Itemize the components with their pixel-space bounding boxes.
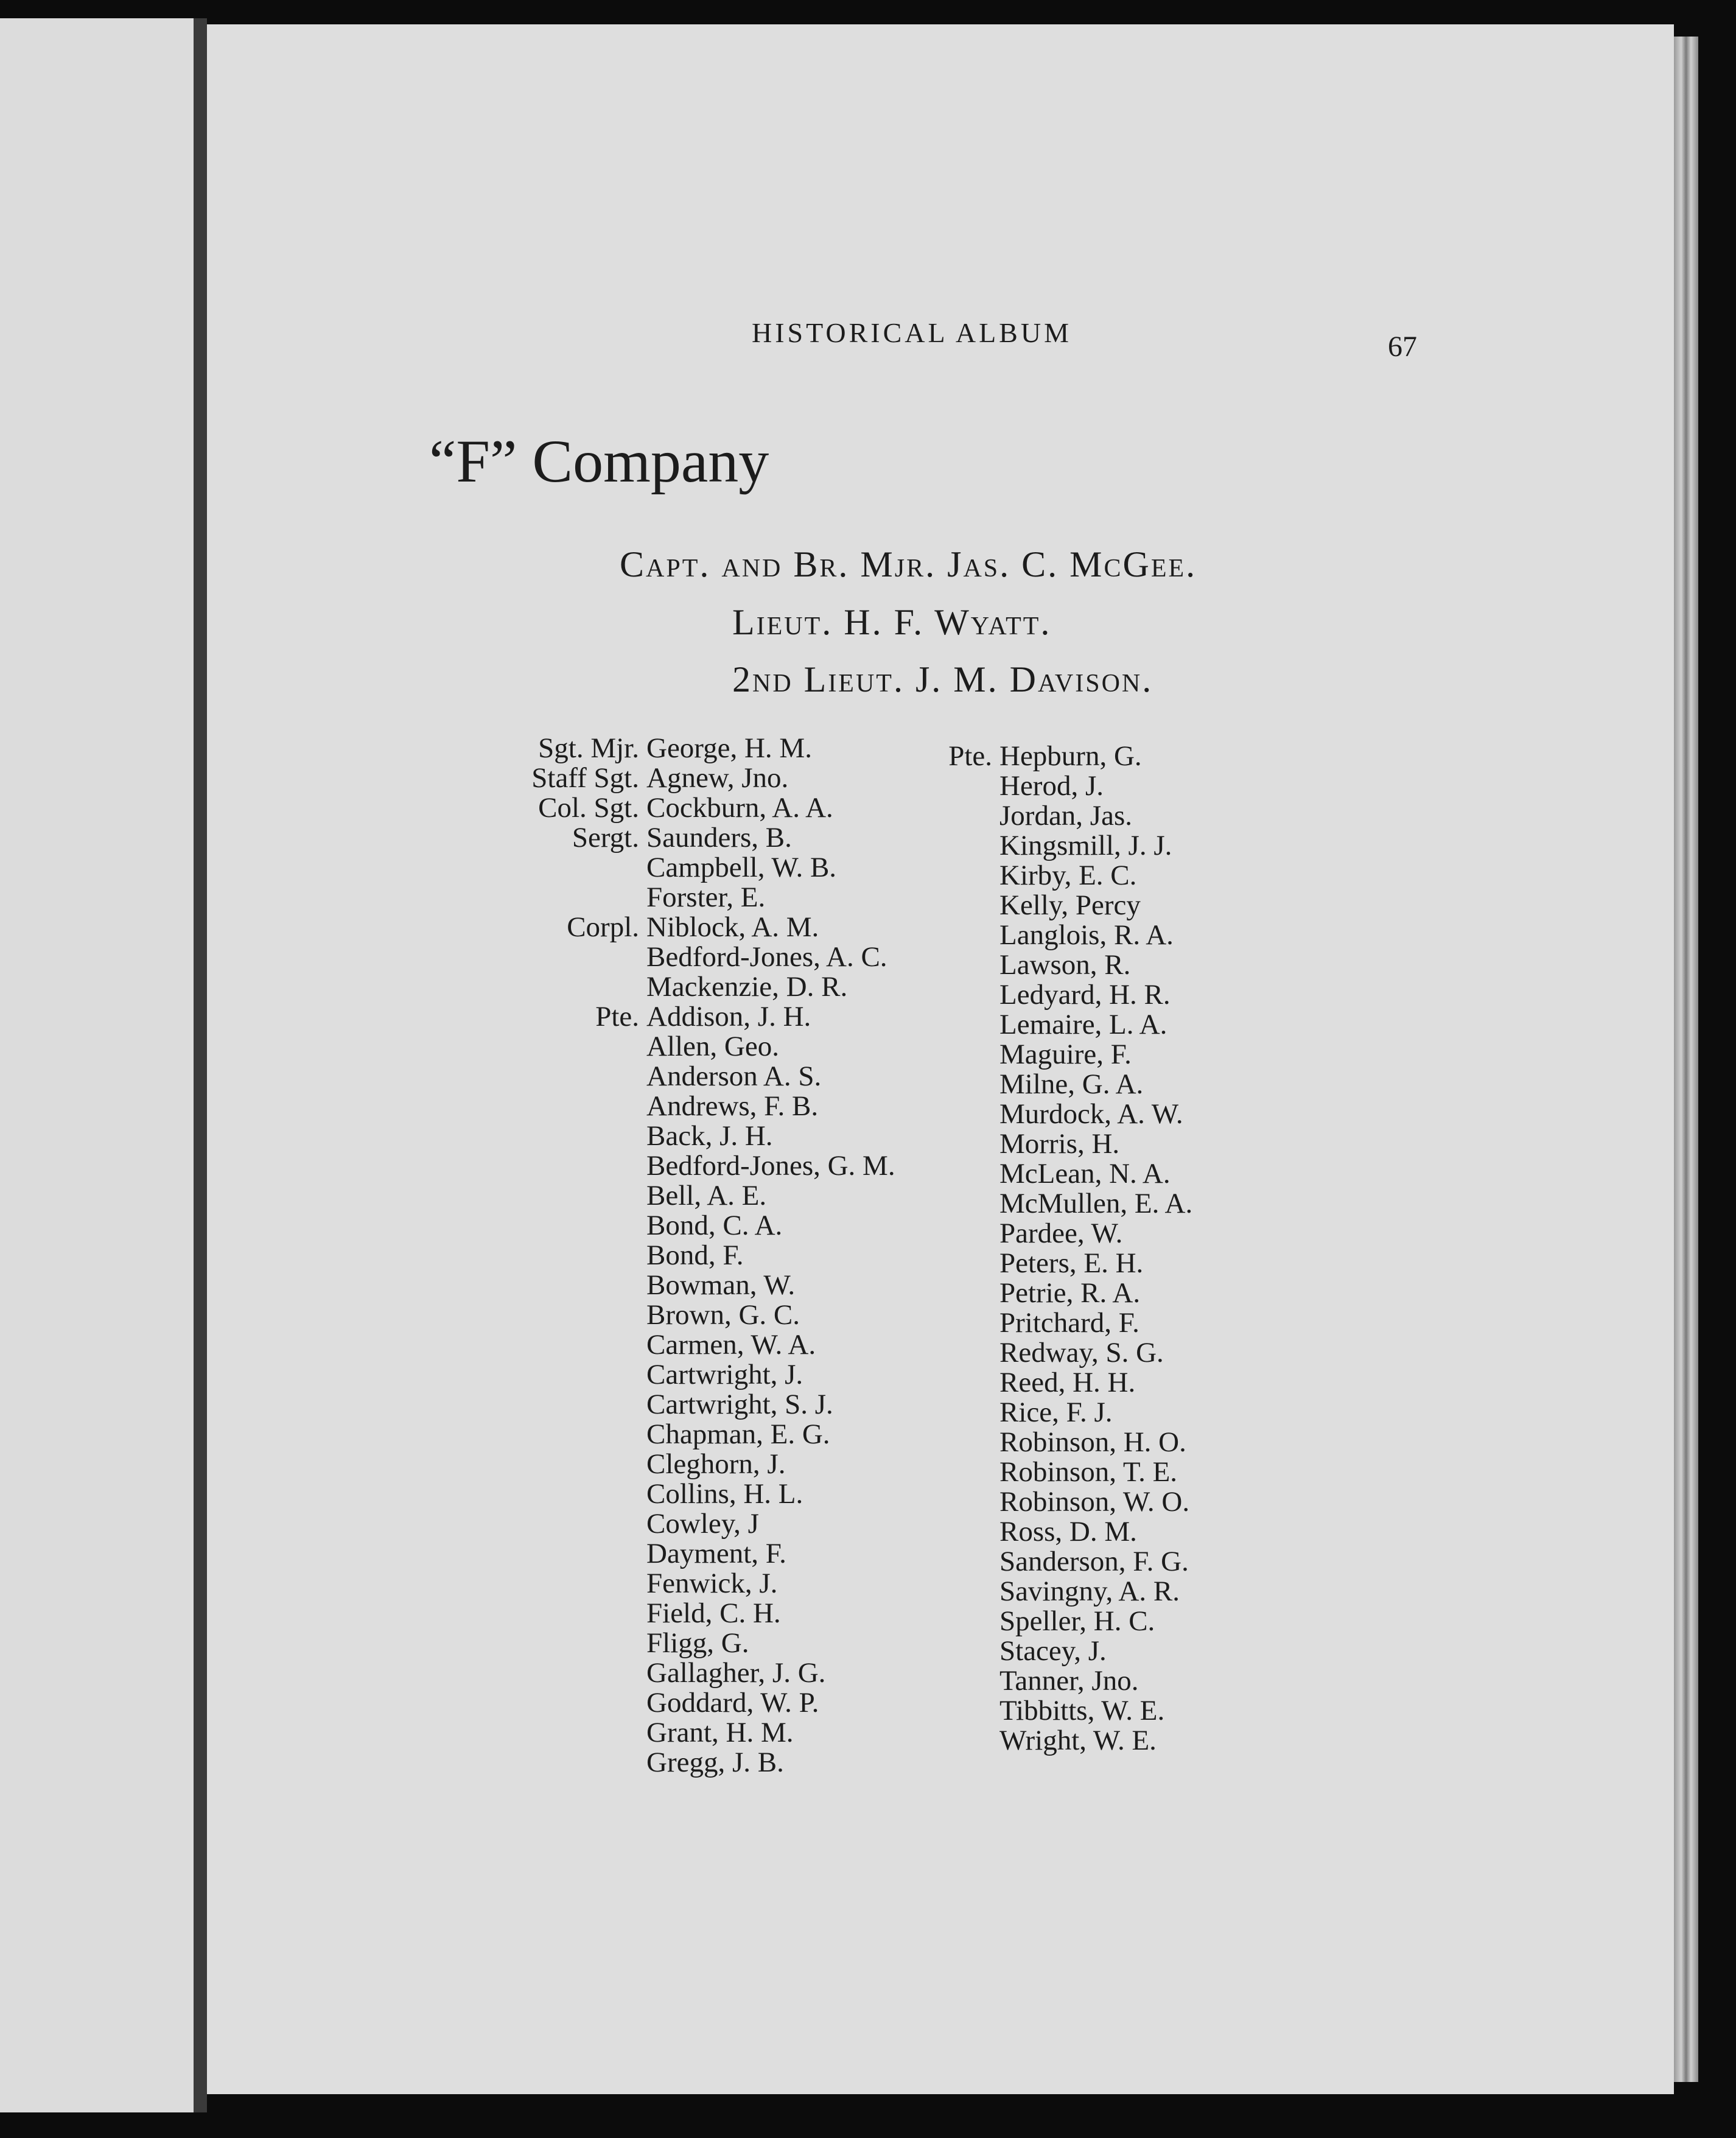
roster-entry <box>426 1151 895 1181</box>
roster-name: Peters, E. H. <box>999 1247 1144 1279</box>
roster-entry <box>426 793 895 823</box>
roster-entry <box>852 1010 1192 1040</box>
roster-rank <box>852 1219 999 1249</box>
roster-rank <box>852 1696 999 1726</box>
roster-entry <box>852 1457 1192 1487</box>
roster-rank <box>852 861 999 891</box>
roster-rank <box>852 1577 999 1607</box>
roster-rank <box>426 1479 646 1509</box>
roster-entry <box>426 1569 895 1599</box>
roster-entry <box>852 1129 1192 1159</box>
roster-rank <box>426 1628 646 1658</box>
roster-entry <box>426 1271 895 1300</box>
roster-name: Fligg, G. <box>646 1627 749 1659</box>
roster-name: George, H. M. <box>646 732 812 764</box>
roster-rank <box>426 942 646 972</box>
roster-rank <box>426 1211 646 1241</box>
roster-rank <box>852 1547 999 1577</box>
roster-entry <box>852 1666 1192 1696</box>
roster-name: Grant, H. M. <box>646 1717 794 1748</box>
roster-rank <box>426 1330 646 1360</box>
roster-name: Collins, H. L. <box>646 1478 803 1510</box>
roster-name: Kingsmill, J. J. <box>999 830 1172 861</box>
roster-name: McLean, N. A. <box>999 1158 1171 1190</box>
roster-entry <box>852 771 1192 801</box>
roster-entry <box>426 853 895 883</box>
roster-entry <box>426 1420 895 1449</box>
roster-rank <box>426 1271 646 1300</box>
roster-name: Rice, F. J. <box>999 1397 1113 1428</box>
roster-rank <box>852 950 999 980</box>
roster-entry <box>852 1398 1192 1428</box>
roster-entry <box>426 1449 895 1479</box>
roster-entry <box>426 1479 895 1509</box>
roster-rank <box>426 1390 646 1420</box>
roster-rank <box>852 1517 999 1547</box>
roster-name: Wright, W. E. <box>999 1725 1157 1756</box>
roster-rank <box>852 1278 999 1308</box>
roster-rank <box>426 1688 646 1718</box>
roster-name: Allen, Geo. <box>646 1031 779 1062</box>
roster-entry <box>852 1308 1192 1338</box>
roster-entry <box>426 1002 895 1032</box>
roster-name: Fenwick, J. <box>646 1568 778 1599</box>
roster-name: Savingny, A. R. <box>999 1575 1180 1607</box>
roster-entry <box>852 1189 1192 1219</box>
roster-rank: Sergt. <box>572 822 639 853</box>
roster-rank <box>852 920 999 950</box>
roster-entry <box>426 1599 895 1628</box>
roster-rank <box>426 1718 646 1748</box>
roster-name: Saunders, B. <box>646 822 792 853</box>
roster-rank <box>852 1308 999 1338</box>
roster-rank <box>852 831 999 861</box>
roster-rank <box>426 1092 646 1121</box>
roster-name: Gallagher, J. G. <box>646 1657 826 1689</box>
roster-entry <box>852 1338 1192 1368</box>
roster-entry <box>852 1219 1192 1249</box>
roster-rank <box>852 1129 999 1159</box>
roster-name: Andrews, F. B. <box>646 1090 819 1122</box>
roster-rank <box>426 1360 646 1390</box>
roster-entry <box>852 861 1192 891</box>
roster-entry <box>426 1718 895 1748</box>
roster-entry <box>852 1368 1192 1398</box>
roster-name: Lemaire, L. A. <box>999 1009 1167 1040</box>
roster-entry <box>852 1487 1192 1517</box>
roster-entry <box>426 1360 895 1390</box>
roster-rank <box>852 1189 999 1219</box>
roster-entry <box>426 1658 895 1688</box>
roster-entry <box>852 1428 1192 1457</box>
roster-entry <box>426 942 895 972</box>
roster-rank <box>852 1249 999 1278</box>
roster-name: Tibbitts, W. E. <box>999 1695 1165 1726</box>
roster-name: Gregg, J. B. <box>646 1747 784 1778</box>
roster-name: Agnew, Jno. <box>646 762 789 794</box>
page-number: 67 <box>1388 331 1417 363</box>
roster-entry <box>852 980 1192 1010</box>
roster-name: Cartwright, J. <box>646 1359 803 1390</box>
roster-entry <box>426 823 895 853</box>
roster-rank <box>426 1241 646 1271</box>
roster-rank <box>426 1062 646 1092</box>
roster-name: Reed, H. H. <box>999 1367 1136 1398</box>
roster-entry <box>852 1249 1192 1278</box>
roster-name: Chapman, E. G. <box>646 1418 830 1450</box>
roster-rank <box>852 1368 999 1398</box>
roster-name: Bond, F. <box>646 1239 744 1271</box>
roster-entry <box>426 1032 895 1062</box>
roster-name: Bedford-Jones, A. C. <box>646 941 887 973</box>
officer-captain: Capt. and Br. Mjr. Jas. C. McGee. <box>620 544 1197 584</box>
roster-name: Bedford-Jones, G. M. <box>646 1150 895 1182</box>
roster-name: Field, C. H. <box>646 1597 781 1629</box>
roster-name: Brown, G. C. <box>646 1299 800 1331</box>
roster-rank <box>852 1070 999 1099</box>
roster-rank <box>426 1748 646 1778</box>
roster-entry <box>426 883 895 913</box>
roster-name: Milne, G. A. <box>999 1068 1144 1100</box>
roster-entry <box>426 1539 895 1569</box>
roster-entry <box>426 1062 895 1092</box>
roster-rank <box>426 972 646 1002</box>
book-gutter <box>194 18 207 2112</box>
roster-entry <box>852 1517 1192 1547</box>
roster-name: Sanderson, F. G. <box>999 1546 1189 1577</box>
roster-name: Pardee, W. <box>999 1218 1123 1249</box>
officer-lieutenant: Lieut. H. F. Wyatt. <box>732 602 1052 642</box>
roster-entry <box>426 734 895 763</box>
roster-name: Petrie, R. A. <box>999 1277 1141 1309</box>
roster-entry <box>426 1211 895 1241</box>
roster-entry <box>426 1628 895 1658</box>
roster-entry <box>426 763 895 793</box>
roster-rank <box>852 1726 999 1756</box>
roster-entry <box>852 891 1192 920</box>
roster-entry <box>426 972 895 1002</box>
roster-name: Herod, J. <box>999 770 1104 802</box>
roster-entry <box>852 831 1192 861</box>
roster-name: Kelly, Percy <box>999 889 1141 921</box>
roster-name: McMullen, E. A. <box>999 1188 1193 1219</box>
roster-name: Stacey, J. <box>999 1635 1107 1667</box>
roster-name: Bell, A. E. <box>646 1180 767 1211</box>
roster-name: Cowley, J <box>646 1508 759 1540</box>
roster-rank <box>426 1151 646 1181</box>
roster-entry <box>852 1099 1192 1129</box>
roster-name: Ledyard, H. R. <box>999 979 1171 1011</box>
roster-name: Robinson, W. O. <box>999 1486 1190 1518</box>
roster-rank <box>852 980 999 1010</box>
roster-entry <box>426 1509 895 1539</box>
roster-entry <box>852 1159 1192 1189</box>
roster-rank <box>426 853 646 883</box>
roster-entry <box>426 1300 895 1330</box>
roster-name: Redway, S. G. <box>999 1337 1164 1369</box>
roster-rank <box>852 891 999 920</box>
roster-name: Kirby, E. C. <box>999 860 1137 891</box>
roster-entry <box>852 1547 1192 1577</box>
roster-rank <box>426 1181 646 1211</box>
roster-name: Lawson, R. <box>999 949 1131 981</box>
roster-rank <box>852 1487 999 1517</box>
roster-column-right <box>852 741 1192 1756</box>
roster-entry <box>426 913 895 942</box>
roster-entry <box>852 1040 1192 1070</box>
facing-page <box>0 18 194 2112</box>
roster-name: Maguire, F. <box>999 1039 1132 1070</box>
roster-rank <box>852 1607 999 1636</box>
officer-second-lieutenant: 2nd Lieut. J. M. Davison. <box>732 659 1153 699</box>
roster-entry <box>852 1070 1192 1099</box>
roster-entry <box>852 1636 1192 1666</box>
roster-name: Robinson, H. O. <box>999 1426 1186 1458</box>
roster-name: Back, J. H. <box>646 1120 773 1152</box>
roster-rank <box>852 1457 999 1487</box>
roster-entry <box>852 1607 1192 1636</box>
roster-name: Morris, H. <box>999 1128 1120 1160</box>
roster-name: Goddard, W. P. <box>646 1687 819 1719</box>
roster-rank <box>852 1398 999 1428</box>
roster-name: Addison, J. H. <box>646 1001 811 1032</box>
roster-name: Robinson, T. E. <box>999 1456 1178 1488</box>
roster-entry <box>852 741 1192 771</box>
page-title: “F” Company <box>429 427 769 495</box>
roster-rank <box>852 1040 999 1070</box>
roster-entry <box>426 1748 895 1778</box>
roster-name: Anderson A. S. <box>646 1060 822 1092</box>
running-header: HISTORICAL ALBUM <box>752 317 1072 348</box>
roster-entry <box>426 1688 895 1718</box>
roster-name: Cartwright, S. J. <box>646 1389 833 1420</box>
roster-name: Tanner, Jno. <box>999 1665 1139 1697</box>
roster-rank <box>852 771 999 801</box>
roster-entry <box>852 920 1192 950</box>
roster-name: Mackenzie, D. R. <box>646 971 848 1003</box>
roster-rank <box>852 1099 999 1129</box>
roster-entry <box>426 1241 895 1271</box>
roster-column-left <box>426 734 895 1778</box>
roster-name: Bowman, W. <box>646 1269 796 1301</box>
roster-entry <box>426 1390 895 1420</box>
roster-name: Cockburn, A. A. <box>646 792 833 824</box>
page-stack-edge <box>1674 37 1698 2082</box>
roster-rank <box>852 1010 999 1040</box>
roster-rank <box>426 1599 646 1628</box>
roster-name: Ross, D. M. <box>999 1516 1137 1547</box>
roster-rank <box>852 1338 999 1368</box>
roster-rank <box>852 1159 999 1189</box>
roster-entry <box>852 950 1192 980</box>
roster-rank <box>426 883 646 913</box>
roster-rank <box>426 1509 646 1539</box>
roster-name: Niblock, A. M. <box>646 911 819 943</box>
roster-rank <box>426 1539 646 1569</box>
roster-rank <box>426 1032 646 1062</box>
roster-entry <box>426 1121 895 1151</box>
roster-rank: Corpl. <box>567 911 639 943</box>
roster-rank <box>426 1569 646 1599</box>
roster-entry <box>426 1330 895 1360</box>
roster-rank <box>426 1121 646 1151</box>
roster-rank <box>852 801 999 831</box>
roster-rank <box>426 1420 646 1449</box>
roster-name: Bond, C. A. <box>646 1210 783 1241</box>
roster-entry <box>852 1278 1192 1308</box>
roster-rank: Pte. <box>948 740 992 772</box>
roster-entry <box>852 801 1192 831</box>
roster-rank: Pte. <box>595 1001 639 1032</box>
roster-name: Dayment, F. <box>646 1538 786 1569</box>
roster-entry <box>852 1726 1192 1756</box>
roster-entry <box>852 1696 1192 1726</box>
roster-rank: Staff Sgt. <box>531 762 639 794</box>
roster-name: Campbell, W. B. <box>646 852 837 883</box>
roster-rank <box>426 1658 646 1688</box>
roster-rank <box>426 1300 646 1330</box>
roster-name: Carmen, W. A. <box>646 1329 816 1361</box>
roster-entry <box>852 1577 1192 1607</box>
roster-name: Cleghorn, J. <box>646 1448 786 1480</box>
roster-rank <box>852 1428 999 1457</box>
roster-name: Murdock, A. W. <box>999 1098 1183 1130</box>
roster-name: Langlois, R. A. <box>999 919 1174 951</box>
roster-rank: Col. Sgt. <box>538 792 639 824</box>
roster-rank <box>852 1636 999 1666</box>
roster-name: Pritchard, F. <box>999 1307 1139 1339</box>
roster-entry <box>426 1092 895 1121</box>
roster-rank: Sgt. Mjr. <box>538 732 639 764</box>
roster-entry <box>426 1181 895 1211</box>
roster-name: Hepburn, G. <box>999 740 1142 772</box>
roster-rank <box>852 1666 999 1696</box>
roster-name: Jordan, Jas. <box>999 800 1132 832</box>
roster-name: Speller, H. C. <box>999 1605 1155 1637</box>
roster-name: Forster, E. <box>646 881 766 913</box>
roster-rank <box>426 1449 646 1479</box>
